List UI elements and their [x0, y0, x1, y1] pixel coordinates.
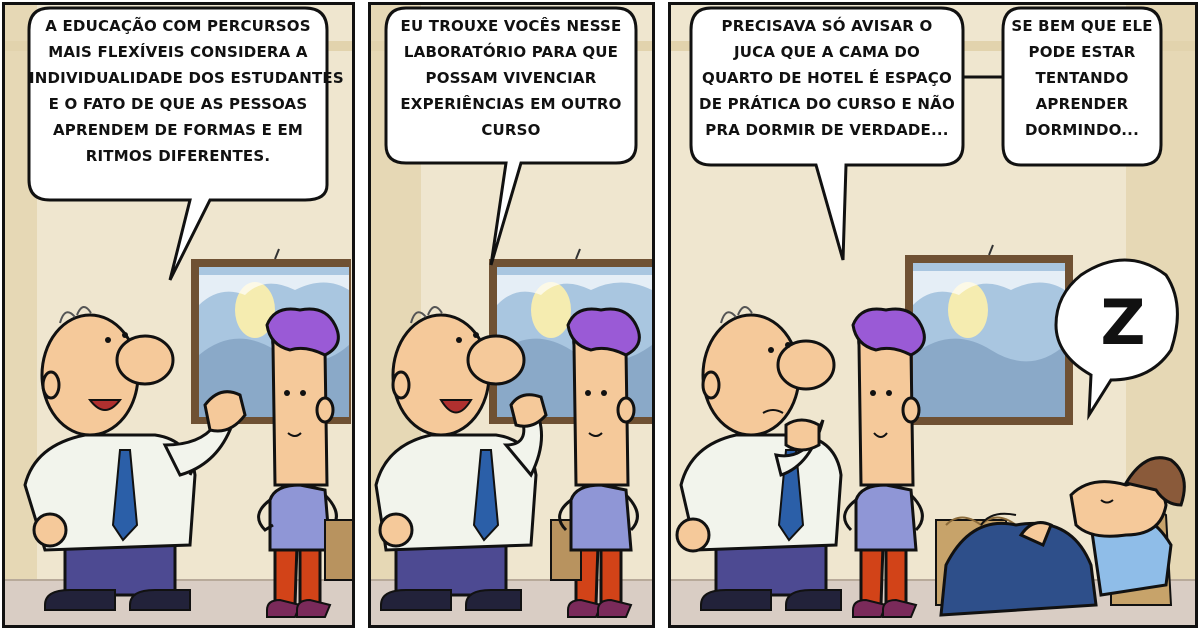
speech-text-panel-3-left [691, 13, 963, 143]
speech-text-panel-1 [29, 13, 344, 169]
speech-line: A EDUCAÇÃO COM PERCURSOS [45, 17, 311, 35]
speech-line: PRECISAVA SÓ AVISAR O [721, 17, 933, 35]
speech-line: SE BEM QUE ELE [1011, 17, 1153, 35]
speech-line: QUARTO DE HOTEL É ESPAÇO [702, 69, 952, 87]
panel-2 [368, 2, 655, 628]
speech-line: DORMINDO... [1025, 121, 1139, 139]
speech-line: PODE ESTAR [1028, 43, 1136, 61]
panel-3 [668, 2, 1198, 628]
speech-line: E O FATO DE QUE AS PESSOAS [48, 95, 308, 113]
speech-line: MAIS FLEXÍVEIS CONSIDERA A [48, 43, 308, 61]
speech-line: EU TROUXE VOCÊS NESSE [400, 17, 622, 35]
speech-line: POSSAM VIVENCIAR [425, 69, 597, 87]
snore-text: Z [1100, 286, 1146, 359]
speech-line: JUCA QUE A CAMA DO [733, 43, 920, 61]
speech-line: LABORATÓRIO PARA QUE [403, 43, 619, 61]
speech-line: CURSO [481, 121, 541, 139]
speech-line: INDIVIDUALIDADE DOS ESTUDANTES [29, 69, 344, 87]
speech-text-panel-2 [386, 13, 636, 143]
speech-text-panel-3-right [1003, 13, 1161, 143]
speech-line: EXPERIÊNCIAS EM OUTRO [400, 95, 622, 113]
speech-line: RITMOS DIFERENTES. [85, 147, 271, 165]
wall-painting [905, 245, 1073, 425]
speech-line: PRA DORMIR DE VERDADE... [705, 121, 949, 139]
speech-line: APRENDER [1035, 95, 1129, 113]
speech-line: DE PRÁTICA DO CURSO E NÃO [699, 95, 955, 113]
speech-line: APRENDEM DE FORMAS E EM [52, 121, 304, 139]
panel-1 [2, 2, 355, 628]
speech-line: TENTANDO [1035, 69, 1129, 87]
